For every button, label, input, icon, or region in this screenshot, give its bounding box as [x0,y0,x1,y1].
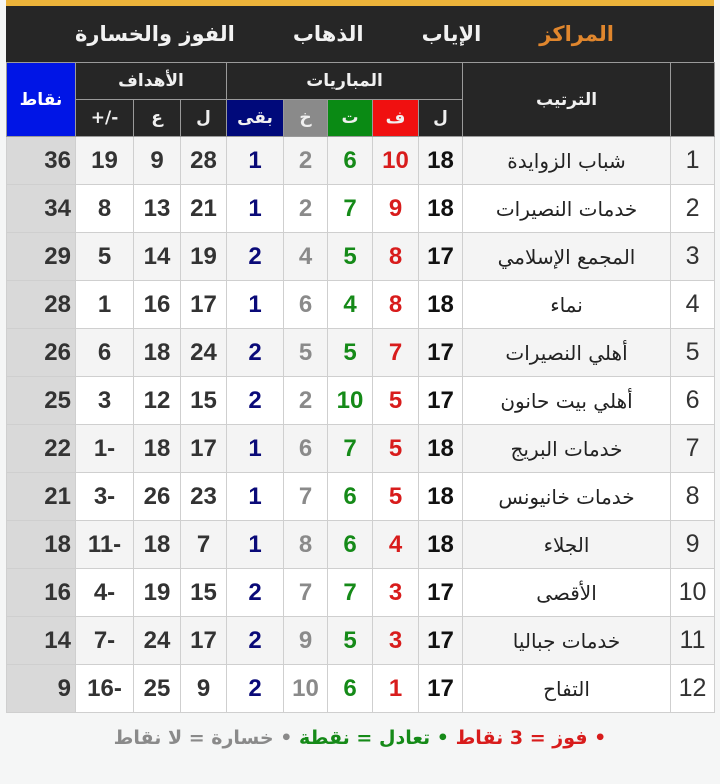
points-cell: 14 [7,617,76,665]
draw-cell: 6 [328,137,373,185]
loss-cell: 8 [284,521,328,569]
goals-against-cell: 14 [134,233,181,281]
rank-cell: 7 [671,425,715,473]
table-row[interactable] [7,329,715,377]
col-rank [671,63,715,137]
team-name[interactable]: خدمات النصيرات [463,185,671,233]
played-cell: 17 [419,569,463,617]
goals-for-cell: 21 [181,185,227,233]
remaining-cell: 1 [227,281,284,329]
goals-against-cell: 24 [134,617,181,665]
remaining-cell: 2 [227,617,284,665]
remaining-cell: 2 [227,569,284,617]
table-row[interactable] [7,473,715,521]
played-cell: 18 [419,137,463,185]
tab-second-leg[interactable]: الإياب [421,22,482,46]
goal-diff-cell: 3- [76,473,134,521]
goals-against-cell: 18 [134,521,181,569]
goals-for-cell: 9 [181,665,227,713]
played-cell: 18 [419,521,463,569]
standings-widget [6,0,714,749]
points-cell: 29 [7,233,76,281]
draw-cell: 6 [328,665,373,713]
col-win[interactable]: ف [373,100,419,137]
goals-against-cell: 18 [134,425,181,473]
team-name[interactable]: المجمع الإسلامي [463,233,671,281]
points-cell: 25 [7,377,76,425]
standings-body [7,137,715,713]
rank-cell: 11 [671,617,715,665]
goals-against-cell: 18 [134,329,181,377]
remaining-cell: 2 [227,233,284,281]
points-cell: 28 [7,281,76,329]
table-row[interactable] [7,617,715,665]
goals-for-cell: 17 [181,281,227,329]
table-row[interactable] [7,137,715,185]
goals-for-cell: 7 [181,521,227,569]
points-cell: 34 [7,185,76,233]
col-points[interactable]: نقاط [7,63,76,137]
team-name[interactable]: التفاح [463,665,671,713]
goal-diff-cell: 8 [76,185,134,233]
goals-against-cell: 9 [134,137,181,185]
goal-diff-cell: 3 [76,377,134,425]
loss-cell: 4 [284,233,328,281]
rank-cell: 8 [671,473,715,521]
points-cell: 21 [7,473,76,521]
points-cell: 16 [7,569,76,617]
win-cell: 3 [373,617,419,665]
played-cell: 17 [419,377,463,425]
played-cell: 17 [419,617,463,665]
win-cell: 3 [373,569,419,617]
table-row[interactable] [7,281,715,329]
goals-against-cell: 25 [134,665,181,713]
win-cell: 1 [373,665,419,713]
goals-for-cell: 17 [181,617,227,665]
table-row[interactable] [7,521,715,569]
rank-cell: 2 [671,185,715,233]
team-name[interactable]: خدمات البريج [463,425,671,473]
win-cell: 8 [373,281,419,329]
rank-cell: 10 [671,569,715,617]
table-row[interactable] [7,377,715,425]
draw-cell: 7 [328,185,373,233]
draw-cell: 6 [328,473,373,521]
win-cell: 5 [373,425,419,473]
remaining-cell: 1 [227,521,284,569]
played-cell: 18 [419,425,463,473]
win-cell: 5 [373,473,419,521]
goals-against-cell: 16 [134,281,181,329]
draw-cell: 6 [328,521,373,569]
goals-for-cell: 15 [181,377,227,425]
col-goal-diff[interactable]: +/- [76,100,134,137]
legend-loss: • خسارة = لا نقاط [113,727,293,749]
played-cell: 18 [419,281,463,329]
draw-cell: 5 [328,617,373,665]
standings-table [6,62,715,713]
points-cell: 26 [7,329,76,377]
goals-for-cell: 28 [181,137,227,185]
points-cell: 36 [7,137,76,185]
rank-cell: 6 [671,377,715,425]
win-cell: 4 [373,521,419,569]
rank-cell: 5 [671,329,715,377]
tab-wins-losses[interactable]: الفوز والخسارة [75,22,235,46]
points-cell: 22 [7,425,76,473]
played-cell: 17 [419,329,463,377]
team-name[interactable]: أهلي بيت حانون [463,377,671,425]
remaining-cell: 2 [227,377,284,425]
col-goals-for[interactable]: ل [181,100,227,137]
played-cell: 17 [419,233,463,281]
loss-cell: 9 [284,617,328,665]
draw-cell: 5 [328,233,373,281]
team-name[interactable]: الجلاء [463,521,671,569]
remaining-cell: 1 [227,473,284,521]
win-cell: 8 [373,233,419,281]
goals-for-cell: 19 [181,233,227,281]
remaining-cell: 1 [227,425,284,473]
win-cell: 10 [373,137,419,185]
table-row[interactable] [7,425,715,473]
goals-against-cell: 12 [134,377,181,425]
col-team[interactable]: الترتيب [463,63,671,137]
col-group-goals: الأهداف [76,63,227,100]
goal-diff-cell: 1- [76,425,134,473]
loss-cell: 6 [284,281,328,329]
goals-against-cell: 19 [134,569,181,617]
table-row[interactable] [7,185,715,233]
rank-cell: 3 [671,233,715,281]
col-draw[interactable]: ت [328,100,373,137]
table-row[interactable] [7,233,715,281]
team-name[interactable]: خدمات جباليا [463,617,671,665]
loss-cell: 2 [284,377,328,425]
goal-diff-cell: 11- [76,521,134,569]
points-legend [6,727,714,749]
rank-cell: 12 [671,665,715,713]
draw-cell: 5 [328,329,373,377]
col-goals-against[interactable]: ع [134,100,181,137]
legend-win: • فوز = 3 نقاط [455,727,607,749]
draw-cell: 7 [328,569,373,617]
played-cell: 18 [419,185,463,233]
tab-bar [6,6,714,62]
goal-diff-cell: 16- [76,665,134,713]
played-cell: 18 [419,473,463,521]
loss-cell: 2 [284,185,328,233]
rank-cell: 1 [671,137,715,185]
win-cell: 7 [373,329,419,377]
loss-cell: 7 [284,473,328,521]
goal-diff-cell: 19 [76,137,134,185]
table-row[interactable] [7,665,715,713]
goals-against-cell: 26 [134,473,181,521]
table-row[interactable] [7,569,715,617]
win-cell: 5 [373,377,419,425]
draw-cell: 7 [328,425,373,473]
team-name[interactable]: خدمات خانيونس [463,473,671,521]
team-name[interactable]: شباب الزوايدة [463,137,671,185]
goals-for-cell: 23 [181,473,227,521]
rank-cell: 4 [671,281,715,329]
goal-diff-cell: 4- [76,569,134,617]
played-cell: 17 [419,665,463,713]
win-cell: 9 [373,185,419,233]
goal-diff-cell: 7- [76,617,134,665]
remaining-cell: 1 [227,137,284,185]
col-group-matches: المباريات [227,63,463,100]
points-cell: 9 [7,665,76,713]
rank-cell: 9 [671,521,715,569]
goal-diff-cell: 5 [76,233,134,281]
loss-cell: 2 [284,137,328,185]
goals-against-cell: 13 [134,185,181,233]
team-name[interactable]: نماء [463,281,671,329]
goals-for-cell: 24 [181,329,227,377]
remaining-cell: 2 [227,665,284,713]
goals-for-cell: 17 [181,425,227,473]
legend-draw: • تعادل = نقطة [298,727,449,749]
loss-cell: 10 [284,665,328,713]
goal-diff-cell: 6 [76,329,134,377]
loss-cell: 6 [284,425,328,473]
points-cell: 18 [7,521,76,569]
tab-standings[interactable]: المراكز [539,22,614,46]
col-loss[interactable]: خ [284,100,328,137]
draw-cell: 4 [328,281,373,329]
team-name[interactable]: أهلي النصيرات [463,329,671,377]
remaining-cell: 2 [227,329,284,377]
tab-first-leg[interactable]: الذهاب [292,22,364,46]
team-name[interactable]: الأقصى [463,569,671,617]
goal-diff-cell: 1 [76,281,134,329]
col-played[interactable]: ل [419,100,463,137]
col-remaining[interactable]: بقى [227,100,284,137]
draw-cell: 10 [328,377,373,425]
loss-cell: 7 [284,569,328,617]
remaining-cell: 1 [227,185,284,233]
loss-cell: 5 [284,329,328,377]
goals-for-cell: 15 [181,569,227,617]
